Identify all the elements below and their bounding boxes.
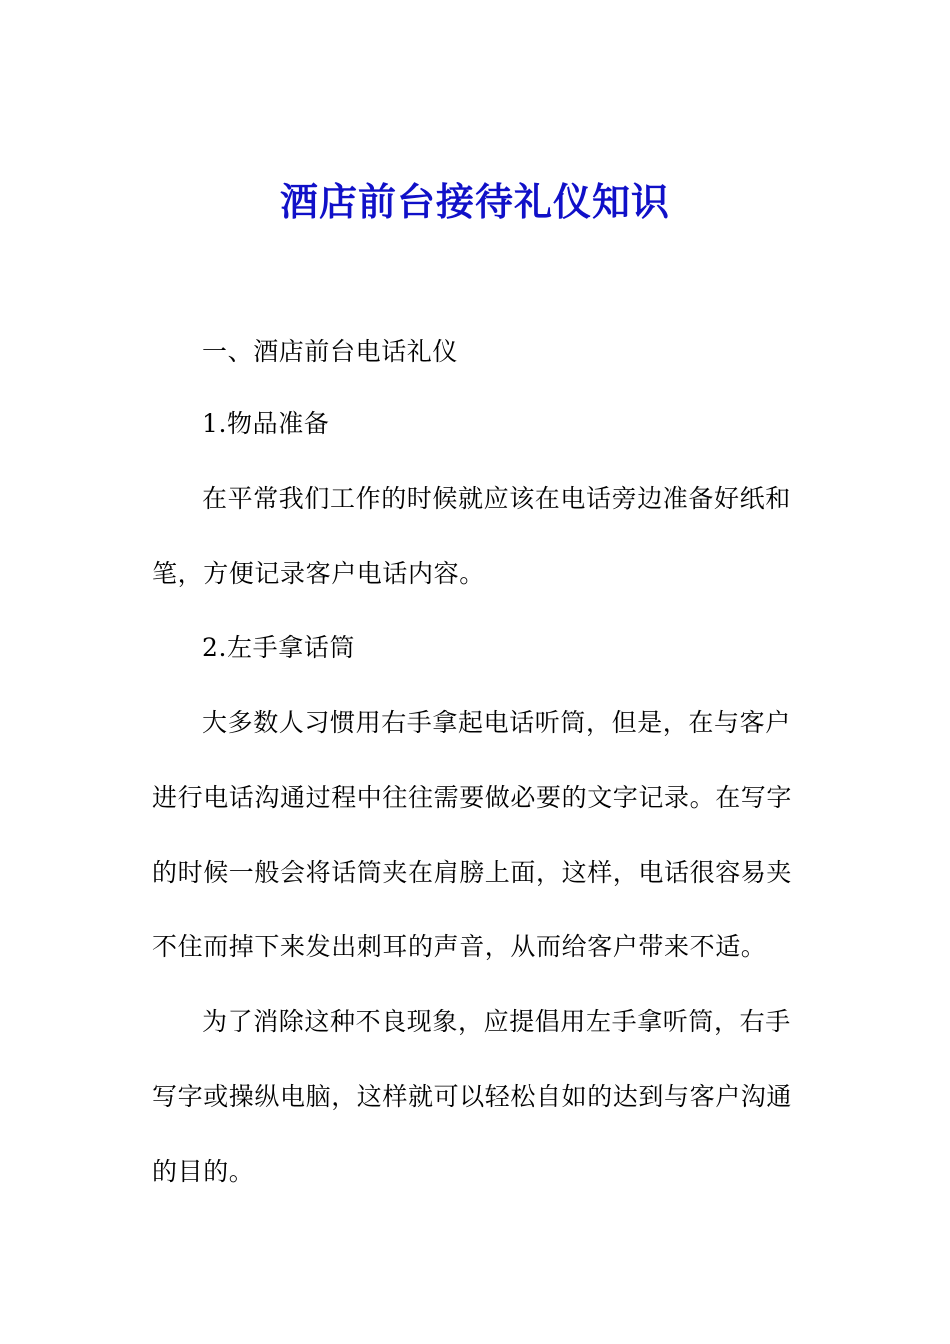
paragraph-line: 进行电话沟通过程中往往需要做必要的文字记录。在写字 bbox=[152, 783, 793, 812]
paragraph-line: 的目的。 bbox=[152, 1157, 255, 1186]
paragraph-line: 写字或操纵电脑，这样就可以轻松自如的达到与客户沟通 bbox=[152, 1082, 793, 1111]
paragraph-line: 在平常我们工作的时候就应该在电话旁边准备好纸和 bbox=[202, 484, 791, 513]
paragraph-line: 笔，方便记录客户电话内容。 bbox=[152, 559, 485, 588]
item2-heading: 2.左手拿话筒 bbox=[202, 633, 356, 662]
paragraph-line: 大多数人习惯用右手拿起电话听筒，但是，在与客户 bbox=[202, 708, 791, 737]
paragraph-line: 不住而掉下来发出刺耳的声音，从而给客户带来不适。 bbox=[152, 932, 767, 961]
document-title: 酒店前台接待礼仪知识 bbox=[279, 179, 670, 224]
item1-heading: 1.物品准备 bbox=[202, 409, 330, 438]
section-heading: 一、酒店前台电话礼仪 bbox=[202, 337, 459, 366]
paragraph-line: 的时候一般会将话筒夹在肩膀上面，这样，电话很容易夹 bbox=[152, 858, 793, 887]
paragraph-line: 为了消除这种不良现象，应提倡用左手拿听筒，右手 bbox=[202, 1007, 791, 1036]
